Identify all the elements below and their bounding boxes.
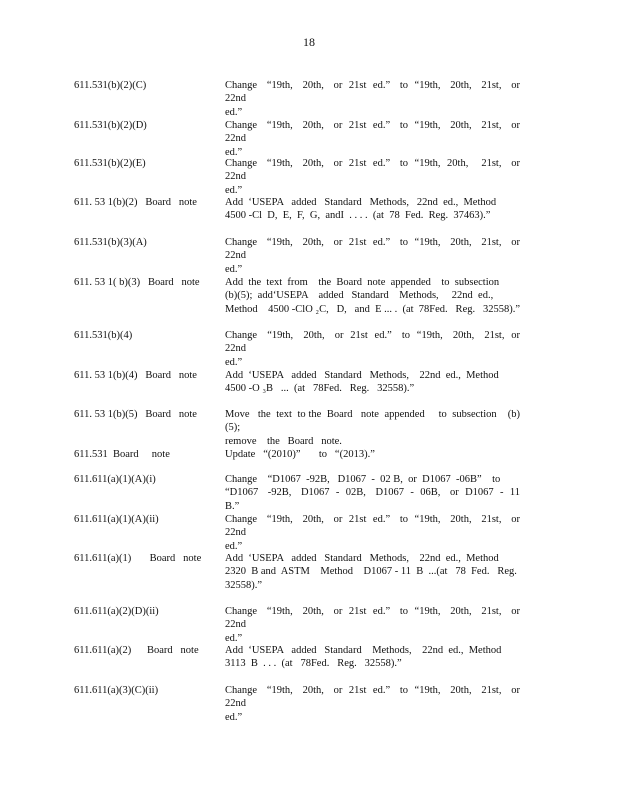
description-line: Update “(2010)” to “(2013).” — [225, 449, 375, 460]
description-line: Change “19th, 20th, or 21st ed.” to “19th, 20th, 21st, or 22nd — [225, 237, 526, 262]
action-description — [225, 552, 520, 592]
section-reference: 611.611(a)(2)(D)(ii) — [74, 606, 159, 617]
description-line: Move the text to the Board note appended to subsection (b)(5); — [225, 409, 520, 434]
description-line: Change “19th, 20th, or 21st ed.” to “19th, 20th, 21st, or 22nd — [225, 120, 526, 145]
action-description — [225, 513, 526, 553]
action-description — [225, 644, 520, 671]
action-description — [225, 236, 526, 276]
description-line: Change “19th, 20th, or 21st ed.” to “19th, 20th, 21st, or 22nd — [225, 514, 526, 539]
section-reference: 611.611(a)(3)(C)(ii) — [74, 685, 159, 696]
description-line: (b)(5); add‘USEPA added Standard Methods, 22nd ed., — [225, 290, 494, 302]
section-reference: 611.531(b)(2)(E) — [74, 158, 146, 169]
action-description — [225, 276, 520, 316]
section-reference: 611.531(b)(3)(A) — [74, 237, 147, 248]
page-number: 18 — [303, 35, 315, 49]
action-description — [225, 369, 520, 396]
action-description — [225, 329, 528, 369]
description-line: Add ‘USEPA added Standard Methods, 22nd ed., Method — [225, 553, 499, 564]
description-line: remove the Board note. — [225, 435, 342, 447]
action-description — [225, 157, 526, 197]
description-line: Change “19th, 20th, or 21st ed.” to “19th, 20th, 21st, or 22nd — [225, 685, 526, 710]
description-line: 4500 -Cl D, E, F, G, andI . . . . (at 78 Fed. Reg. 37463).” — [225, 210, 491, 222]
description-line: ed.” — [225, 632, 243, 644]
section-reference: 611.531(b)(2)(D) — [74, 120, 147, 131]
section-reference: 611.531(b)(4) — [74, 330, 133, 341]
description-line: Change “19th, 20th, or 21st ed.” to “19th, 20th, 21st, or 22nd — [225, 330, 528, 355]
section-reference: 611.611(a)(2) Board note — [74, 645, 199, 656]
description-line: Method 4500 -ClO ₂C, D, and E ... . (at 78Fed. Reg. 32558).” — [225, 303, 521, 315]
action-description — [225, 448, 520, 461]
action-description — [225, 408, 520, 448]
description-line: Add the text from the Board note appended to subsection — [225, 277, 500, 288]
description-line: ed.” — [225, 106, 243, 118]
section-reference: 611. 53 1( b)(3) Board note — [74, 277, 200, 288]
action-description — [225, 119, 526, 159]
description-line: Change “19th, 20th, or 21st ed.” to “19th, 20th, 21st, or 22nd — [225, 80, 526, 105]
description-line: ed.” — [225, 540, 243, 552]
description-line: ed.” — [225, 263, 243, 275]
section-reference: 611.531(b)(2)(C) — [74, 80, 147, 91]
description-line: Add ‘USEPA added Standard Methods, 22nd ed., Method — [225, 370, 499, 381]
description-line: 32558).” — [225, 579, 263, 591]
section-reference: 611.611(a)(1)(A)(i) — [74, 474, 156, 485]
description-line: ed.” — [225, 711, 243, 723]
description-line: Add ‘USEPA added Standard Methods, 22nd ed., Method — [225, 197, 497, 208]
description-line: Change “D1067 -92B, D1067 - 02 B, or D1067 -06B” to — [225, 474, 501, 485]
section-reference: 611. 53 1(b)(4) Board note — [74, 370, 197, 381]
action-description — [225, 79, 526, 119]
description-line: Change “19th, 20th, or 21st ed.” to “19th, 20th, 21st, or 22nd — [225, 606, 526, 631]
section-reference: 611. 53 1(b)(5) Board note — [74, 409, 197, 420]
section-reference: 611. 53 1(b)(2) Board note — [74, 197, 197, 208]
description-line: Add ‘USEPA added Standard Methods, 22nd ed., Method — [225, 645, 502, 656]
action-description — [225, 684, 526, 724]
action-description — [225, 605, 526, 645]
section-reference: 611.611(a)(1)(A)(ii) — [74, 514, 159, 525]
description-line: ed.” — [225, 184, 243, 196]
description-line: 3113 B . . . (at 78Fed. Reg. 32558).” — [225, 658, 402, 670]
description-line: ed.” — [225, 356, 243, 368]
description-line: ed.” — [225, 146, 243, 158]
action-description — [225, 196, 520, 223]
description-line: 2320 B and ASTM Method D1067 - 11 B ...(at 78 Fed. Reg. — [225, 566, 517, 578]
section-reference: 611.611(a)(1) Board note — [74, 553, 202, 564]
section-reference: 611.531 Board note — [74, 449, 170, 460]
description-line: “D1067 -92B, D1067 - 02B, D1067 - 06B, or D1067 - 11 B.” — [225, 487, 526, 512]
description-line: Change “19th, 20th, or 21st ed.” to “19th, 20th, 21st, or 22nd — [225, 158, 526, 183]
action-description — [225, 473, 526, 513]
description-line: 4500 -O ₃B ... (at 78Fed. Reg. 32558).” — [225, 383, 415, 395]
